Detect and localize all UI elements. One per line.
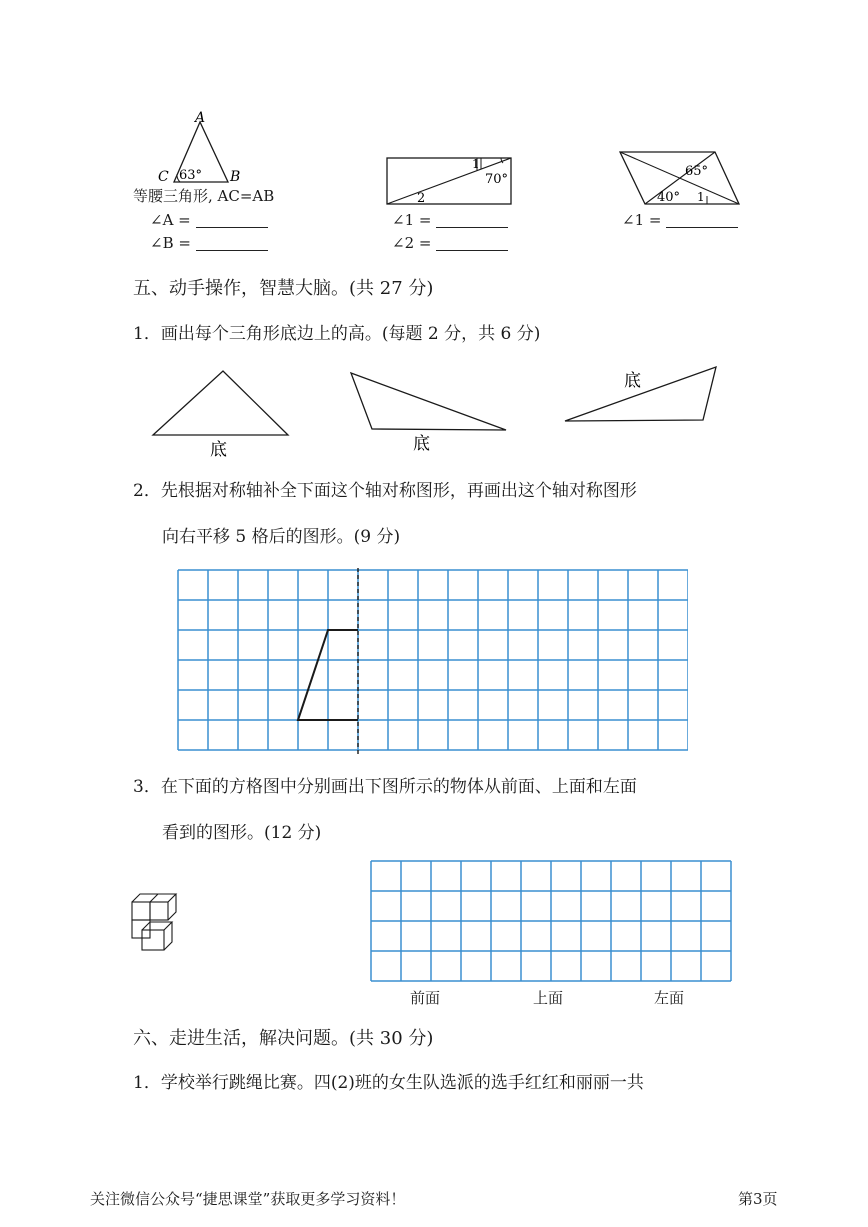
isosceles-triangle-figure xyxy=(150,110,250,185)
view-front-label: 前面 xyxy=(410,989,441,1007)
cube-stack-figure xyxy=(128,892,190,956)
angle-40-label: 40° xyxy=(657,190,681,205)
section5-q3-line1: 3．在下面的方格图中分别画出下图所示的物体从前面、上面和左面 xyxy=(133,777,637,797)
section5-q1-text: 1．画出每个三角形底边上的高。(每题 2 分，共 6 分) xyxy=(133,324,541,344)
section6-heading: 六、走进生活，解决问题。(共 30 分) xyxy=(133,1028,434,1049)
angle-2-label: 2 xyxy=(417,191,426,206)
view-left-label: 左面 xyxy=(654,989,685,1007)
angle-63-label: 63° xyxy=(179,168,203,183)
section5-q2-line2: 向右平移 5 格后的图形。(9 分) xyxy=(162,527,401,547)
angle-b-question xyxy=(150,236,268,251)
rectangle-diagonal-figure xyxy=(385,150,515,208)
base-label-3: 底 xyxy=(624,371,641,391)
footer-promo-text: 关注微信公众号“捷思课堂”获取更多学习资料！ xyxy=(90,1190,406,1208)
angle-a-answer-blank[interactable] xyxy=(196,213,268,228)
angle-2-question xyxy=(392,236,508,251)
angle-65-label: 65° xyxy=(685,164,709,179)
vertex-b-label: B xyxy=(230,169,241,185)
section5-heading: 五、动手操作，智慧大脑。(共 27 分) xyxy=(133,278,434,299)
fig3-angle-1-question xyxy=(622,213,738,228)
angle-b-answer-blank[interactable] xyxy=(196,236,268,251)
angle-1-q-label: ∠1 = xyxy=(392,211,432,229)
fig3-angle-1-q-label: ∠1 = xyxy=(622,211,662,229)
angle-1-question xyxy=(392,213,508,228)
base-label-1: 底 xyxy=(210,440,227,460)
section6-q1-text: 1．学校举行跳绳比赛。四(2)班的女生队选派的选手红红和丽丽一共 xyxy=(133,1073,644,1093)
fig1-caption: 等腰三角形, AC=AB xyxy=(133,187,275,205)
angle-1-answer-blank[interactable] xyxy=(436,213,508,228)
fig3-angle-1-answer-blank[interactable] xyxy=(666,213,738,228)
angle-2-q-label: ∠2 = xyxy=(392,234,432,252)
symmetry-grid[interactable] xyxy=(176,568,688,756)
angle-1-label: 1 xyxy=(472,157,480,171)
view-top-label: 上面 xyxy=(533,989,564,1007)
section5-q3-line2: 看到的图形。(12 分) xyxy=(162,823,322,843)
section5-q2-line1: 2．先根据对称轴补全下面这个轴对称图形，再画出这个轴对称图形 xyxy=(133,481,637,501)
fig3-angle-1-label: 1 xyxy=(697,190,705,204)
angle-a-label: ∠A = xyxy=(150,211,191,229)
vertex-c-label: C xyxy=(158,169,169,185)
angle-b-label: ∠B = xyxy=(150,234,191,252)
angle-2-answer-blank[interactable] xyxy=(436,236,508,251)
triangle-set[interactable] xyxy=(140,365,730,465)
angle-a-question xyxy=(150,213,268,228)
parallelogram-figure xyxy=(615,148,745,208)
angle-70-label: 70° xyxy=(485,172,509,187)
vertex-a-label: A xyxy=(195,110,206,126)
three-view-grid[interactable] xyxy=(369,859,735,983)
page-number: 第3页 xyxy=(738,1190,778,1208)
base-label-2: 底 xyxy=(413,434,430,454)
